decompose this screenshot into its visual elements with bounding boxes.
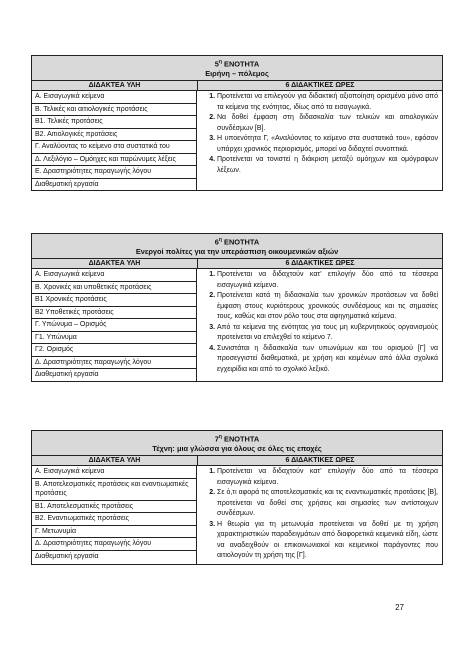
topic-item: Γ. Μετωνυμία bbox=[32, 526, 196, 539]
topic-item: Β1. Τελικές προτάσεις bbox=[32, 116, 196, 129]
unit-5-subtitle: Ειρήνη – πόλεμος bbox=[205, 69, 269, 79]
unit-6-column-headers bbox=[32, 259, 442, 269]
instruction-item: 3. Η θεωρία για τη μετωνυμία προτείνεται να δοθεί με τη χρήση χαρακτηριστικών παραδειγμάτων από διαφορετικά κειμενικά είδη, ώστε να αναδειχθούν οι επικοινωνιακοί και κειμενικοί παράγοντες που αιτιολογούν τη χρήση της [Γ]. bbox=[217, 520, 438, 562]
unit-6-right-header: 6 ΔΙΔΑΚΤΙΚΕΣ ΩΡΕΣ bbox=[285, 260, 355, 268]
topic-item: Δ. Δραστηριότητες παραγωγής λόγου bbox=[32, 538, 196, 551]
topic-item: Β. Τελικές και αιτιολογικές προτάσεις bbox=[32, 104, 196, 117]
unit-6-subtitle: Ενεργοί πολίτες για την υπεράσπιση οικουμενικών αξιών bbox=[135, 247, 339, 257]
unit-6-left-header: ΔΙΔΑΚΤΕΑ ΥΛΗ bbox=[32, 259, 198, 268]
unit-5-left-header: ΔΙΔΑΚΤΕΑ ΥΛΗ bbox=[32, 81, 198, 90]
unit-5-topics bbox=[32, 91, 197, 190]
unit-5-column-headers bbox=[32, 81, 442, 91]
unit-7-title: $7^\eta$ ΕΝΟΤΗΤΑ bbox=[214, 434, 260, 444]
unit-6-table bbox=[31, 233, 443, 382]
topic-item: Β2. Εναντιωματικές προτάσεις bbox=[32, 513, 196, 526]
unit-7-left-header: ΔΙΔΑΚΤΕΑ ΥΛΗ bbox=[32, 456, 198, 465]
instruction-item: 1. Προτείνεται να διδαχτούν κατ’ επιλογήν δύο από τα τέσσερα εισαγωγικά κείμενα. bbox=[217, 467, 438, 488]
topic-item: Διαθεματική εργασία bbox=[35, 371, 99, 379]
topic-item: Β. Χρονικές και υποθετικές προτάσεις bbox=[32, 282, 196, 295]
instruction-item: 1. Προτείνεται να επιλεγούν για διδακτική αξιοποίηση ορισμένα μόνο από τα κείμενα της ενότητας, ιδίως από τα εισαγωγικά. bbox=[217, 92, 438, 113]
topic-item: Γ1. Υπώνυμα bbox=[32, 332, 196, 345]
topic-item: Β1 Χρονικές προτάσεις bbox=[32, 294, 196, 307]
topic-item: Ε. Δραστηριότητες παραγωγής λόγου bbox=[32, 166, 196, 179]
unit-7-topics bbox=[32, 466, 197, 564]
topic-item: Διαθεματική εργασία bbox=[35, 180, 99, 188]
instruction-item: 3. Η υποενότητα Γ, «Αναλύοντας το κείμενο στα συστατικά του», εφόσον υπάρχει χρονικός περιορισμός, μπορεί να διδαχτεί συνοπτικά. bbox=[217, 134, 438, 155]
unit-5-right-header: 6 ΔΙΔΑΚΤΙΚΕΣ ΩΡΕΣ bbox=[285, 82, 355, 90]
topic-item: Γ2. Ορισμός bbox=[32, 344, 196, 357]
unit-5-title: $5^\eta$ ΕΝΟΤΗΤΑ bbox=[214, 59, 260, 69]
unit-6-topics bbox=[32, 269, 197, 381]
topic-item: Β2. Αιτιολογικές προτάσεις bbox=[32, 129, 196, 142]
page-number: 27 bbox=[395, 603, 404, 612]
instruction-item: 4. Συνιστάται η διδασκαλία των υπωνύμων και του ορισμού [Γ] να προσεγγιστεί διαθεματικά, με χρήση και κειμένων από άλλα σχολικά εγχειρίδια και από το σχολικό λεξικό. bbox=[217, 344, 438, 376]
unit-7-instructions bbox=[197, 466, 442, 564]
topic-item: Β1. Αποτελεσματικές προτάσεις bbox=[32, 501, 196, 514]
instruction-item: 4. Προτείνεται να τονιστεί η διάκριση μεταξύ ομόηχων και ομόγραφων λέξεων. bbox=[217, 155, 438, 176]
unit-6-title: $6^\eta$ ΕΝΟΤΗΤΑ bbox=[214, 237, 260, 247]
instruction-item: 2. Να δοθεί έμφαση στη διδασκαλία των τελικών και αιτιολογικών συνδέσμων [Β]. bbox=[217, 113, 438, 134]
topic-item: Β. Αποτελεσματικές προτάσεις και εναντιωματικές προτάσεις bbox=[32, 479, 196, 501]
topic-item: Α. Εισαγωγικά κείμενα bbox=[32, 466, 196, 479]
topic-item: Γ. Υπώνυμα – Ορισμός bbox=[32, 319, 196, 332]
topic-item: Α. Εισαγωγικά κείμενα bbox=[32, 269, 196, 282]
topic-item: Δ. Δραστηριότητες παραγωγής λόγου bbox=[32, 357, 196, 370]
instruction-item: 3. Από τα κείμενα της ενότητας για τους μη κυβερνητικούς οργανισμούς προτείνεται να επιλεχθεί το κείμενο 7. bbox=[217, 323, 438, 344]
topic-item: Γ. Αναλύοντας το κείμενο στα συστατικά του bbox=[32, 141, 196, 154]
topic-item: Β2 Υποθετικές προτάσεις bbox=[32, 307, 196, 320]
unit-7-right-header: 6 ΔΙΔΑΚΤΙΚΕΣ ΩΡΕΣ bbox=[285, 457, 355, 465]
topic-item: Α. Εισαγωγικά κείμενα bbox=[32, 91, 196, 104]
instruction-item: 2. Σε ό,τι αφορά τις αποτελεσματικές και τις εναντιωματικές προτάσεις [Β], προτείνεται να δοθεί στις χρήσεις και σημασίες των αντίστοιχων συνδέσμων. bbox=[217, 488, 438, 520]
topic-item: Δ. Λεξιλόγιο – Ομόηχες και παρώνυμες λέξεις bbox=[32, 154, 196, 167]
unit-7-column-headers bbox=[32, 456, 442, 466]
unit-5-instructions bbox=[197, 91, 442, 190]
unit-7-table bbox=[31, 430, 443, 565]
topic-item: Διαθεματική εργασία bbox=[35, 552, 99, 560]
unit-7-subtitle: Τέχνη: μια γλώσσα για όλους σε όλες τις εποχές bbox=[152, 444, 322, 454]
unit-6-instructions bbox=[197, 269, 442, 381]
unit-7-header bbox=[32, 431, 442, 456]
unit-5-header bbox=[32, 56, 442, 81]
instruction-item: 1. Προτείνεται να διδαχτούν κατ’ επιλογήν δύο από τα τέσσερα εισαγωγικά κείμενα. bbox=[217, 270, 438, 291]
unit-5-table bbox=[31, 55, 443, 191]
unit-6-header bbox=[32, 234, 442, 259]
instruction-item: 2. Προτείνεται κατά τη διδασκαλία των χρονικών προτάσεων να δοθεί έμφαση στους κυριότερους χρονικούς συνδέσμους και τις σημασίες τους, καθώς και στον ρόλο τους στα αφηγηματικά κείμενα. bbox=[217, 291, 438, 323]
